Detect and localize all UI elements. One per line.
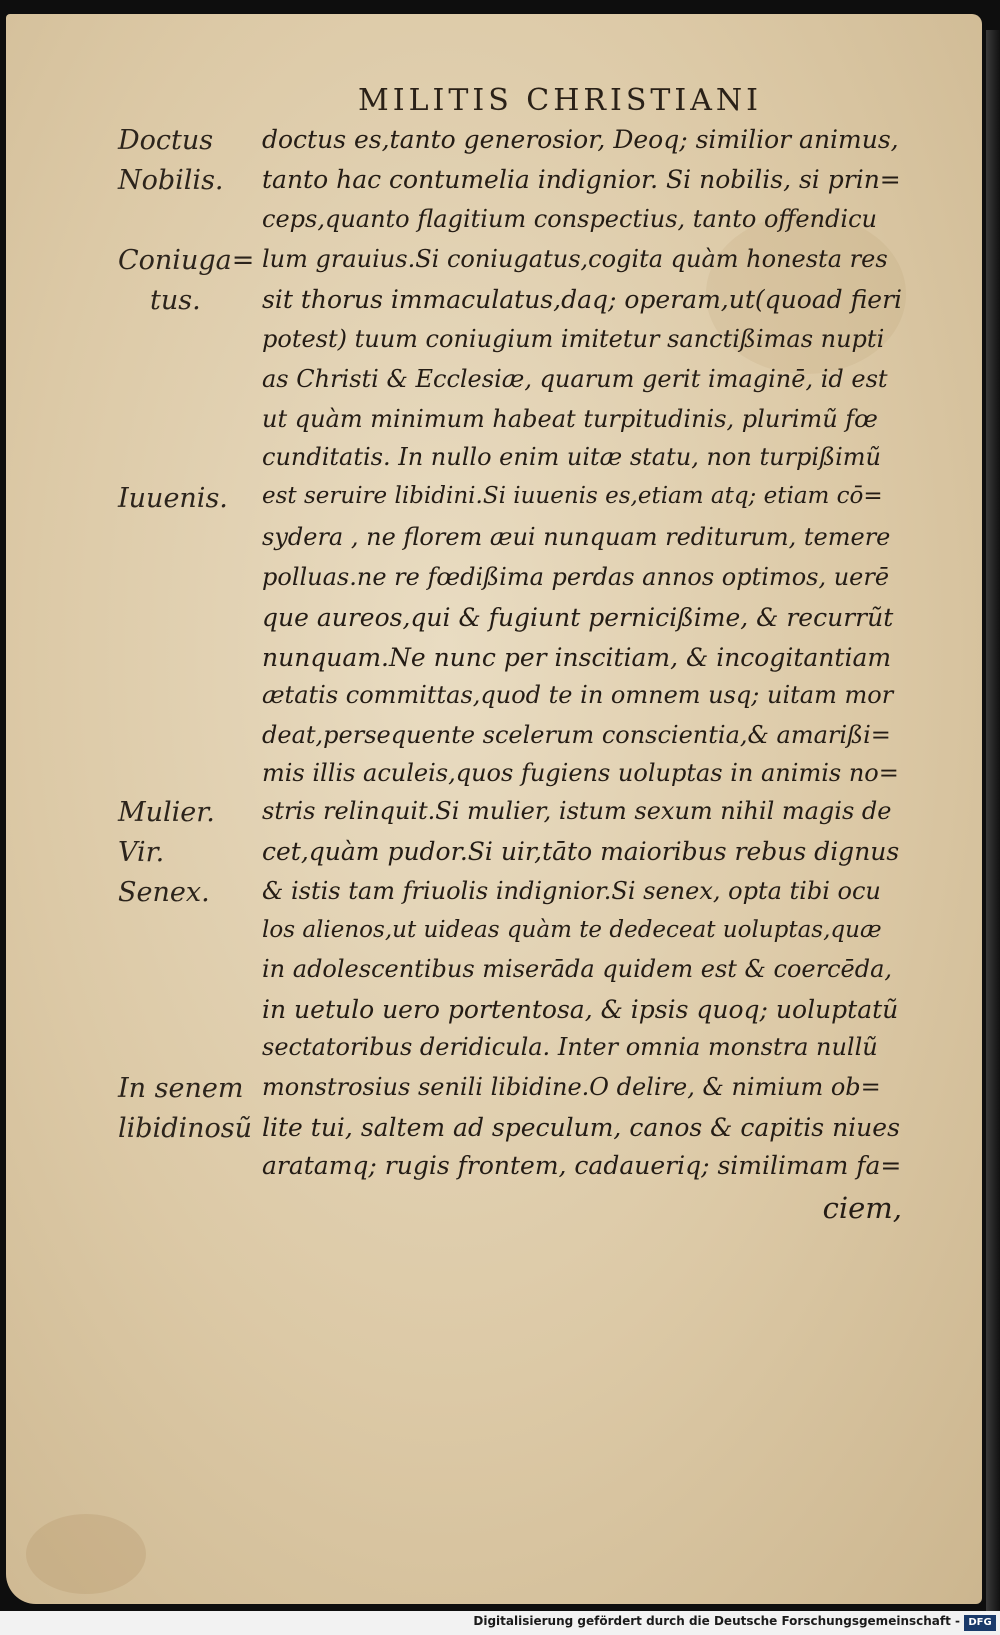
text-line: polluas.ne re fœdißima perdas annos optimos, uerē bbox=[262, 563, 890, 591]
text-line: est seruire libidini.Si iuuenis es,etiam atq; etiam cō= bbox=[262, 483, 883, 509]
book-edge bbox=[986, 30, 1000, 1620]
text-line: sit thorus immaculatus,daq; operam,ut(quoad fieri bbox=[262, 285, 903, 314]
text-line: & istis tam friuolis indignior.Si senex, opta tibi ocu bbox=[262, 877, 881, 905]
text-line: mis illis aculeis,quos fugiens uoluptas in animis no= bbox=[262, 759, 899, 787]
margin-note: Iuuenis. bbox=[118, 483, 228, 514]
text-line: sydera , ne florem æui nunquam rediturum, temere bbox=[262, 523, 891, 551]
running-head: MILITIS CHRISTIANI bbox=[358, 83, 763, 118]
margin-note: In senem bbox=[118, 1073, 244, 1104]
margin-note: Doctus bbox=[118, 125, 214, 156]
margin-note: Mulier. bbox=[118, 797, 215, 828]
margin-note: Senex. bbox=[118, 877, 210, 908]
margin-note: libidinosũ bbox=[118, 1113, 252, 1144]
text-line: sectatoribus deridicula. Inter omnia monstra nullũ bbox=[262, 1033, 878, 1061]
text-line: ut quàm minimum habeat turpitudinis, plurimũ fœ bbox=[262, 405, 878, 433]
text-line: in uetulo uero portentosa, & ipsis quoq; uoluptatũ bbox=[262, 995, 899, 1024]
text-line: doctus es,tanto generosior, Deoq; similior animus, bbox=[262, 125, 899, 154]
margin-note: Coniuga= bbox=[118, 245, 255, 276]
text-line: tanto hac contumelia indignior. Si nobilis, si prin= bbox=[262, 165, 901, 194]
text-line: que aureos,qui & fugiunt pernicißime, & recurrũt bbox=[262, 603, 894, 632]
text-line: in adolescentibus miserāda quidem est & coercēda, bbox=[262, 955, 893, 983]
text-line: lum grauius.Si coniugatus,cogita quàm honesta res bbox=[262, 245, 888, 273]
margin-note: Nobilis. bbox=[118, 165, 224, 196]
paper-stain bbox=[26, 1514, 146, 1594]
text-line: potest) tuum coniugium imitetur sanctißimas nupti bbox=[262, 325, 885, 353]
text-line: nunquam.Ne nunc per inscitiam, & incogitantiam bbox=[262, 643, 892, 672]
text-line: ætatis committas,quod te in omnem usq; uitam mor bbox=[262, 681, 894, 709]
text-line: cet,quàm pudor.Si uir,tāto maioribus rebus dignus bbox=[262, 837, 900, 866]
text-line: aratamq; rugis frontem, cadaueriq; similimam fa= bbox=[262, 1151, 902, 1180]
text-line: monstrosius senili libidine.O delire, & nimium ob= bbox=[262, 1073, 881, 1101]
margin-note: tus. bbox=[150, 285, 201, 316]
text-line: los alienos,ut uideas quàm te dedeceat uoluptas,quæ bbox=[262, 917, 882, 943]
footer-credit: Digitalisierung gefördert durch die Deutsche Forschungsgemeinschaft - bbox=[473, 1614, 960, 1628]
footer-bar bbox=[0, 1611, 1000, 1635]
text-line: lite tui, saltem ad speculum, canos & capitis niues bbox=[262, 1113, 900, 1142]
text-line: stris relinquit.Si mulier, istum sexum nihil magis de bbox=[262, 797, 892, 825]
dfg-logo-icon: DFG bbox=[964, 1615, 996, 1631]
text-line: ciem, bbox=[822, 1191, 902, 1225]
text-line: ceps,quanto flagitium conspectius, tanto offendicu bbox=[262, 205, 877, 233]
margin-note: Vir. bbox=[118, 837, 165, 868]
text-line: as Christi & Ecclesiæ, quarum gerit imaginē, id est bbox=[262, 365, 888, 393]
text-line: deat,persequente scelerum conscientia,& amarißi= bbox=[262, 721, 891, 749]
text-line: cunditatis. In nullo enim uitæ statu, non turpißimũ bbox=[262, 443, 881, 471]
